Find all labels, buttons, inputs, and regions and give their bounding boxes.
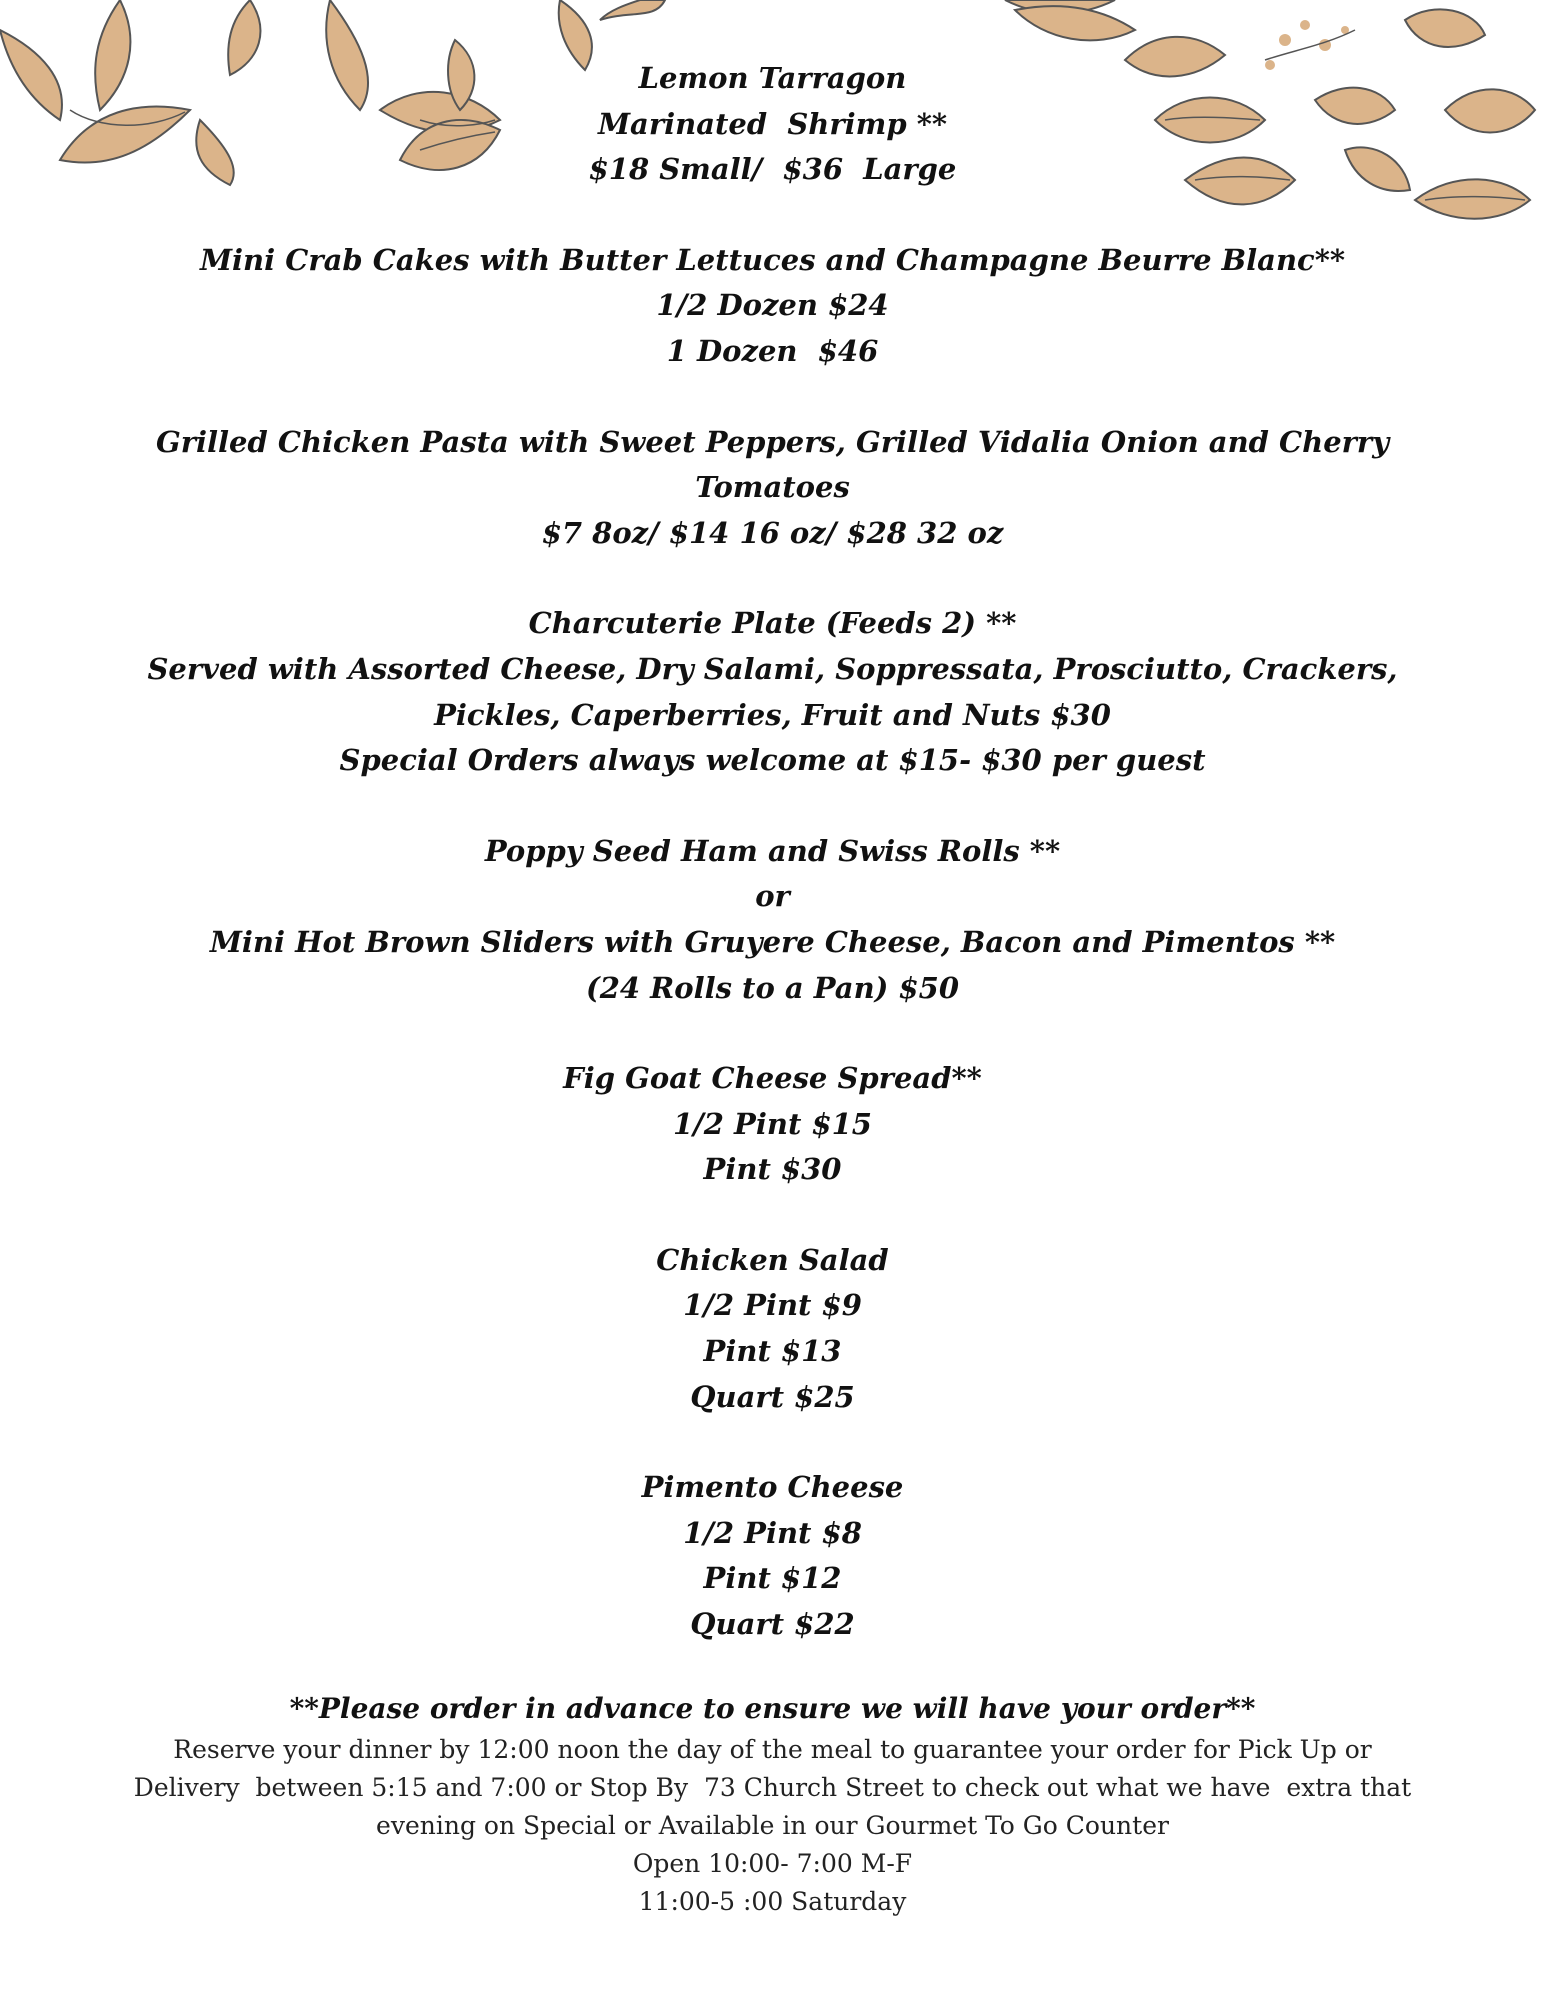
footer <box>0 1687 1545 1921</box>
menu-item-price: Pint $30 <box>703 1152 842 1187</box>
menu-item-price: 1/2 Pint $8 <box>683 1515 862 1550</box>
footer-info-line: Delivery between 5:15 and 7:00 or Stop By 73 Church Street to check out what we have extra that <box>133 1773 1412 1802</box>
menu-item-price: (24 Rolls to a Pan) $50 <box>585 970 960 1005</box>
menu-item-description: Pickles, Caperberries, Fruit and Nuts $30 <box>434 697 1111 732</box>
menu-item-title: Mini Crab Cakes with Butter Lettuces and Champagne Beurre Blanc** <box>199 242 1346 277</box>
opening-hours-weekday: Open 10:00- 7:00 M-F <box>632 1849 913 1878</box>
footer-info-line: evening on Special or Available in our Gourmet To Go Counter <box>376 1811 1169 1840</box>
menu-item-title: Lemon Tarragon <box>638 61 907 95</box>
menu-item-charcuterie <box>0 601 1545 783</box>
order-notice: **Please order in advance to ensure we will have your order** <box>289 1692 1256 1725</box>
menu-item-fig-spread <box>0 1056 1545 1193</box>
menu-item-pimento-cheese <box>0 1465 1545 1647</box>
menu-item-title: Grilled Chicken Pasta with Sweet Peppers, Grilled Vidalia Onion and Cherry <box>155 424 1390 459</box>
menu-item-title: Tomatoes <box>695 470 850 505</box>
menu-item-title: Chicken Salad <box>656 1242 889 1277</box>
menu-item-title: Mini Hot Brown Sliders with Gruyere Cheese, Bacon and Pimentos ** <box>209 924 1336 959</box>
menu-item-price: Quart $22 <box>690 1607 855 1642</box>
menu-item-price: Quart $25 <box>690 1379 855 1414</box>
menu-item-price: $7 8oz/ $14 16 oz/ $28 32 oz <box>541 515 1004 550</box>
menu-item-rolls <box>0 829 1545 1011</box>
menu-item-crab-cakes <box>0 238 1545 375</box>
menu-item-price: $18 Small/ $36 Large <box>588 152 957 187</box>
menu-item-shrimp <box>0 56 1545 193</box>
menu-item-price: 1/2 Pint $15 <box>673 1106 872 1141</box>
menu-item-connector: or <box>755 879 790 914</box>
menu-item-title: Fig Goat Cheese Spread** <box>563 1061 982 1096</box>
menu-item-title: Pimento Cheese <box>641 1470 904 1505</box>
menu-item-price: Pint $12 <box>703 1561 842 1596</box>
menu-item-title: Marinated Shrimp ** <box>597 106 948 141</box>
menu-item-title: Charcuterie Plate (Feeds 2) ** <box>528 606 1017 641</box>
menu-item-chicken-pasta <box>0 420 1545 557</box>
menu-item-price: 1/2 Dozen $24 <box>656 288 889 323</box>
menu-item-chicken-salad <box>0 1238 1545 1420</box>
menu-item-price: 1 Dozen $46 <box>666 333 879 368</box>
menu-item-note: Special Orders always welcome at $15- $30 per guest <box>339 743 1206 778</box>
menu-item-price: 1/2 Pint $9 <box>683 1288 862 1323</box>
menu-item-title: Poppy Seed Ham and Swiss Rolls ** <box>484 833 1061 868</box>
menu-item-price: Pint $13 <box>703 1334 842 1369</box>
footer-info-line: Reserve your dinner by 12:00 noon the day of the meal to guarantee your order for Pick Up or <box>173 1735 1372 1764</box>
opening-hours-saturday: 11:00-5 :00 Saturday <box>638 1887 907 1916</box>
menu <box>0 56 1545 1693</box>
menu-item-description: Served with Assorted Cheese, Dry Salami, Soppressata, Prosciutto, Crackers, <box>147 651 1398 686</box>
